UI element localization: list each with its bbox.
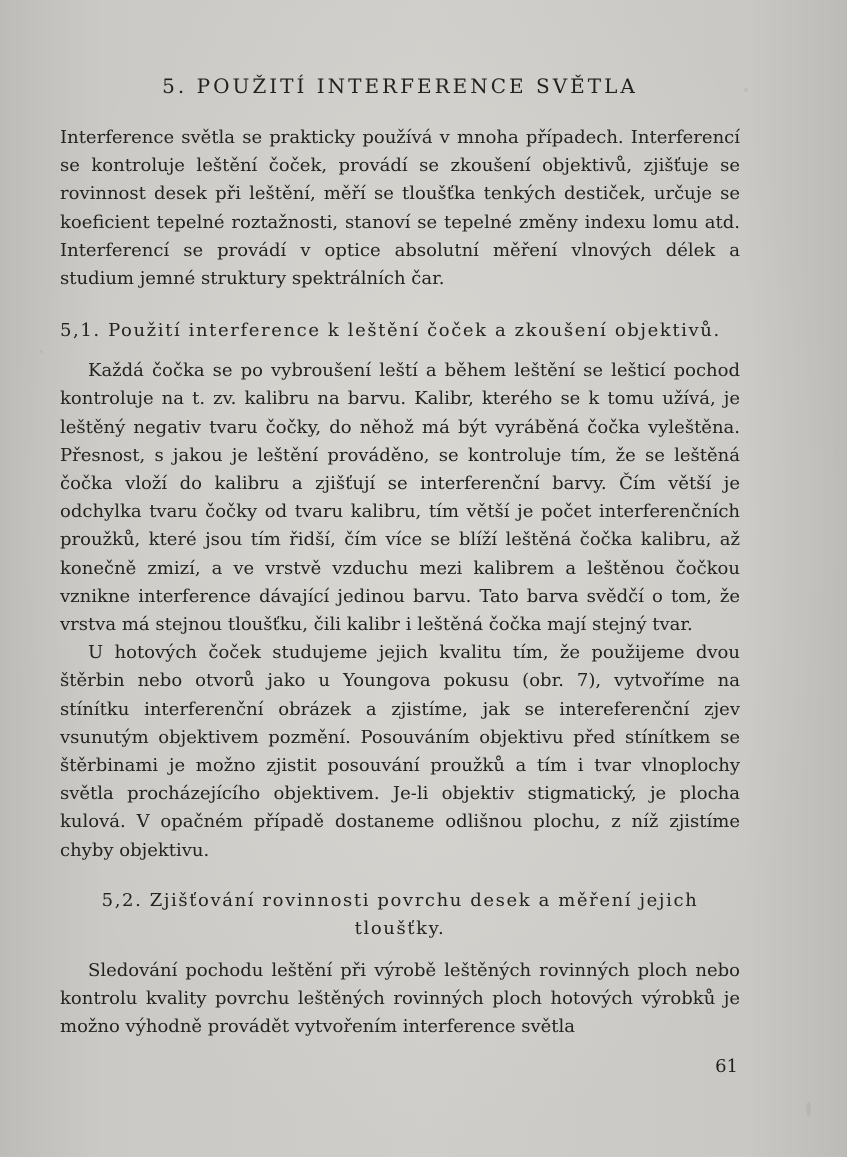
section-5-1-paragraph-1: Každá čočka se po vybroušení leští a během leštění se lešticí pochod kontroluje na t. zv. kalibru na barvu. Kalibr, kterého se k tomu užívá, je leštěný negativ tvaru čočky, do něhož má být vyráběná čočka vyleštěna. Přesnost, s jakou je leštění prováděno, se kontroluje tím, že se leštěná čočka vloží do kalibru a zjišťují se interferenční barvy. Čím větší je odchylka tvaru čočky od tvaru kalibru, tím větší je počet interferenčních proužků, které jsou tím řidší, čím více se blíží leštěná čočka kalibru, až konečně zmizí, a ve vrstvě vzduchu mezi kalibrem a leštěnou čočkou vznikne interference dávající jedinou barvu. Tato barva svědčí o tom, že vrstva má stejnou tloušťku, čili kalibr i leštěná čočka mají stejný tvar. <box>60 360 740 636</box>
section-5-2-paragraph-1: Sledování pochodu leštění při výrobě leštěných rovinných ploch nebo kontrolu kvality povrchu leštěných rovinných ploch hotových výrobků je možno výhodně provádět vytvořením interference světla <box>60 959 740 1038</box>
section-heading-5-2: 5,2. Zjišťování rovinnosti povrchu desek a měření jejich tloušťky. <box>101 889 699 939</box>
chapter-title: 5. POUŽITÍ INTERFERENCE SVĚTLA <box>162 74 638 98</box>
page-number: 61 <box>715 1056 738 1077</box>
paper-spot <box>40 350 43 353</box>
section-heading-5-1: 5,1. Použití interference k leštění čoček a zkoušení objektivů. <box>60 320 721 342</box>
paper-spot <box>744 88 748 92</box>
section-5-1-paragraph-2: U hotových čoček studujeme jejich kvalitu tím, že použijeme dvou štěrbin nebo otvorů jako u Youngova pokusu (obr. 7), vytvoříme na stínítku interferenční obrázek a zjistíme, jak se intereferenční zjev vsunutým objektivem pozmění. Posouváním objektivu před stínítkem se štěrbinami je možno zjistit posouvání proužků a tím i tvar vlnoplochy světla procházejícího objektivem. Je-li objektiv stigmatický, je plocha kulová. V opačném případě dostaneme odlišnou plochu, z níž zjistíme chyby objektivu. <box>60 642 740 861</box>
intro-paragraph: Interference světla se prakticky používá v mnoha případech. Interferencí se kontroluje leštění čoček, provádí se zkoušení objektivů, zjišťuje se rovinnost desek při leštění, měří se tloušťka tenkých destiček, určuje se koeficient tepelné roztažnosti, stanoví se tepelné změny indexu lomu atd. Interferencí se provádí v optice absolutní měření vlnových délek a studium jemné struktury spektrálních čar. <box>60 127 740 290</box>
text-block <box>60 72 740 1041</box>
paper-spot <box>806 1102 811 1116</box>
